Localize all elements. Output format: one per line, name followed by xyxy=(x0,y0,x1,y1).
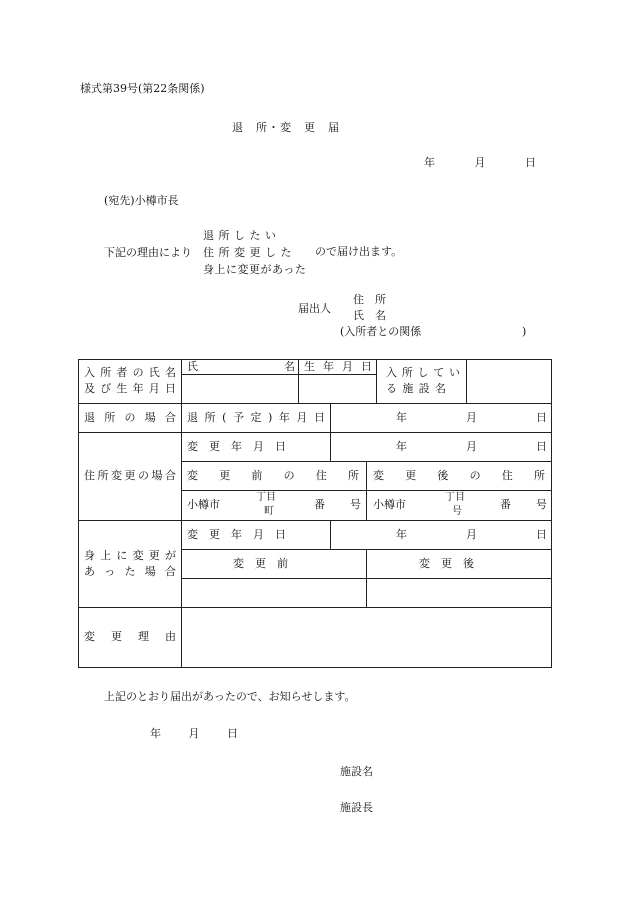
resident-label-1: 入 所 者 の 氏 名 xyxy=(84,366,176,379)
personal-before-label: 変 更 前 xyxy=(233,557,288,570)
relation-close: ) xyxy=(522,325,527,338)
personal-label-line1 xyxy=(84,549,176,563)
facility-label-line1 xyxy=(386,366,460,380)
after-chome: 丁目 xyxy=(445,492,465,503)
after-address-label xyxy=(373,469,545,483)
option-address-change: 住 所 変 更 し た xyxy=(203,246,292,259)
personal-change-month: 月 xyxy=(466,528,477,541)
facility-label-line2 xyxy=(386,382,460,396)
option-personal-change: 身上に変更があった xyxy=(203,263,307,276)
relation-open: (入所者との関係 xyxy=(340,325,422,338)
date-month: 月 xyxy=(474,156,486,169)
facility-name-label: 施設名 xyxy=(340,765,373,778)
before-address-label xyxy=(187,469,359,483)
name-header-given: 名 xyxy=(284,360,295,373)
resident-label-2: 及 び 生 年 月 日 xyxy=(84,382,176,395)
date-day: 日 xyxy=(525,156,536,169)
form-number: 様式第39号(第22条関係) xyxy=(80,82,205,95)
option-leave: 退 所 し た い xyxy=(203,229,277,242)
after-go-small: 号 xyxy=(452,506,462,517)
statement-prefix: 下記の理由により xyxy=(104,246,192,259)
form-title: 退 所・変 更 届 xyxy=(232,121,340,134)
date-year: 年 xyxy=(424,156,435,169)
name-header-surname: 氏 xyxy=(187,360,198,373)
facility-head-label: 施設長 xyxy=(340,801,373,814)
footer-notice: 上記のとおり届出があったので、お知らせします。 xyxy=(104,690,356,703)
address-change-date-label: 変 更 年 月 日 xyxy=(187,440,286,453)
address-change-month: 月 xyxy=(466,440,477,453)
address-change-label-text: 住 所 変 更 の 場 合 xyxy=(84,469,176,482)
statement-suffix: ので届け出ます。 xyxy=(315,245,403,258)
personal-change-year: 年 xyxy=(396,528,407,541)
resident-label-line1 xyxy=(84,366,176,380)
personal-label-1: 身 上 に 変 更 が xyxy=(84,549,176,562)
after-city: 小樽市 xyxy=(373,498,406,511)
applicant-label: 届出人 xyxy=(298,302,331,315)
facility-label-2: る 施 設 名 xyxy=(386,382,446,395)
before-city: 小樽市 xyxy=(187,498,220,511)
personal-change-date-label: 変 更 年 月 日 xyxy=(187,528,286,541)
before-address-label-text: 変 更 前 の 住 所 xyxy=(187,469,359,482)
after-address-label-text: 変 更 後 の 住 所 xyxy=(373,469,545,482)
leave-date-label xyxy=(187,411,325,425)
footer-date-day: 日 xyxy=(227,727,238,740)
leave-date-month: 月 xyxy=(466,411,477,424)
applicant-name-label: 氏 名 xyxy=(353,309,386,322)
personal-after-label: 変 更 後 xyxy=(419,557,474,570)
birth-header xyxy=(304,360,372,374)
footer-date-month: 月 xyxy=(188,727,200,740)
footer-date-year: 年 xyxy=(150,727,161,740)
resident-label-line2 xyxy=(84,382,176,396)
reason-label xyxy=(84,630,176,644)
before-go: 号 xyxy=(350,498,361,511)
before-cho: 町 xyxy=(264,506,274,517)
submission-date xyxy=(424,156,536,170)
birth-header-text: 生 年 月 日 xyxy=(304,360,372,373)
personal-change-day: 日 xyxy=(536,528,547,541)
leave-label-text: 退 所 の 場 合 xyxy=(84,411,176,424)
after-ban: 番 xyxy=(500,498,511,511)
facility-label-1: 入 所 し て い xyxy=(386,366,460,379)
before-ban: 番 xyxy=(314,498,325,511)
personal-label-2: あ っ た 場 合 xyxy=(84,565,176,578)
addressee: (宛先)小樽市長 xyxy=(104,194,179,207)
address-change-day: 日 xyxy=(536,440,547,453)
statement-options xyxy=(203,227,306,278)
leave-date-label-text: 退 所 ( 予 定 ) 年 月 日 xyxy=(187,411,325,424)
reason-label-text: 変 更 理 由 xyxy=(84,630,176,643)
address-change-year: 年 xyxy=(396,440,407,453)
leave-date-year: 年 xyxy=(396,411,407,424)
leave-date-day: 日 xyxy=(536,411,547,424)
footer-date xyxy=(150,727,238,741)
before-chome: 丁目 xyxy=(256,492,276,503)
after-go: 号 xyxy=(536,498,547,511)
leave-label xyxy=(84,411,176,425)
address-change-label xyxy=(84,469,176,483)
personal-label-line2 xyxy=(84,565,176,579)
applicant-address-label: 住 所 xyxy=(353,293,386,306)
